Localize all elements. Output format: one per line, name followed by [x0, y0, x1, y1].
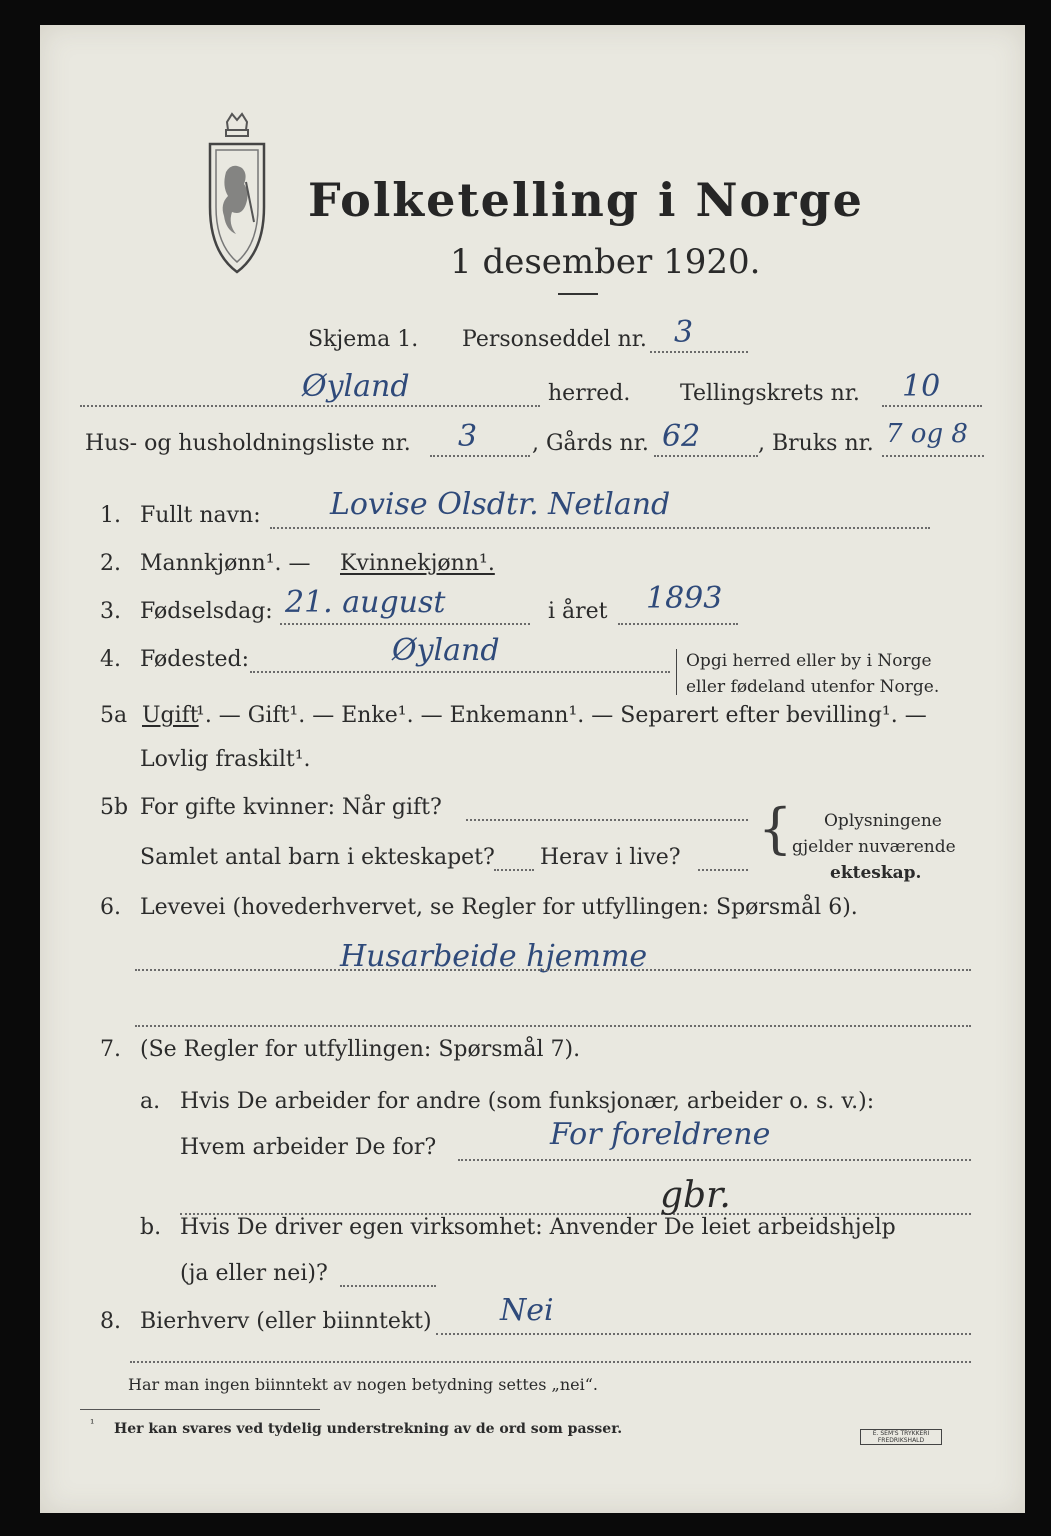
q5b-married-label: For gifte kvinner: Når gift?: [140, 795, 442, 820]
tellingskrets-value: 10: [902, 369, 941, 404]
q2-number: 2.: [100, 551, 121, 576]
q4-line: [250, 671, 670, 673]
q5b-alive-line: [698, 869, 748, 871]
q7-number: 7.: [100, 1037, 121, 1062]
gards-line: [654, 455, 758, 457]
q6-line-1: [135, 969, 971, 971]
q8-number: 8.: [100, 1309, 121, 1334]
schema-label: Skjema 1.: [308, 327, 419, 352]
q4-number: 4.: [100, 647, 121, 672]
q3-label: Fødselsdag:: [140, 599, 273, 624]
personseddel-value: 3: [674, 315, 694, 350]
q7a-value: For foreldrene: [550, 1117, 771, 1152]
footnote-divider: [80, 1409, 320, 1410]
q4-note-line2: eller fødeland utenfor Norge.: [686, 677, 940, 697]
q3-value: 21. august: [285, 585, 446, 620]
q7b-label: Hvis De driver egen virksomhet: Anvender De leiet arbeidshjelp: [180, 1215, 896, 1240]
q7a-number: a.: [140, 1089, 161, 1114]
herred-label: herred.: [548, 381, 631, 406]
q7a-question: Hvem arbeider De for?: [180, 1135, 437, 1160]
q5a-options: ¹. — Gift¹. — Enke¹. — Enkemann¹. — Separert efter bevilling¹. —: [196, 703, 927, 728]
printer-stamp: E. SEM'S TRYKKERI FREDRIKSHALD: [860, 1429, 942, 1445]
q4-note-bracket: [676, 649, 677, 695]
q1-number: 1.: [100, 503, 121, 528]
q1-label: Fullt navn:: [140, 503, 261, 528]
q3-line: [280, 623, 530, 625]
q4-note-line1: Opgi herred eller by i Norge: [686, 651, 932, 671]
q7-label: (Se Regler for utfyllingen: Spørsmål 7).: [140, 1037, 581, 1062]
q8-line: [436, 1333, 971, 1335]
q7a-label: Hvis De arbeider for andre (som funksjonær, arbeider o. s. v.):: [180, 1089, 875, 1114]
q7b-question: (ja eller nei)?: [180, 1261, 328, 1286]
q5b-married-line: [466, 819, 748, 821]
q6-line-2: [135, 1025, 971, 1027]
q5a-option-ugift: Ugift: [142, 703, 199, 728]
q2-option-female: Kvinnekjønn¹.: [340, 551, 495, 576]
bruks-label: , Bruks nr.: [758, 431, 874, 456]
q7a-line: [458, 1159, 971, 1161]
q3-number: 3.: [100, 599, 121, 624]
q5b-note-line3: ekteskap.: [830, 863, 922, 883]
page-title: Folketelling i Norge: [308, 173, 864, 227]
q7a-mark: gbr.: [660, 1175, 731, 1216]
q3-year-value: 1893: [646, 581, 723, 616]
q6-number: 6.: [100, 895, 121, 920]
herred-value: Øyland: [302, 369, 410, 404]
q8-line-2: [130, 1361, 971, 1363]
coat-of-arms-icon: [202, 112, 272, 292]
q3-year-label: i året: [548, 599, 608, 624]
q7b-number: b.: [140, 1215, 162, 1240]
tellingskrets-line: [882, 405, 982, 407]
herred-line: [80, 405, 540, 407]
tellingskrets-label: Tellingskrets nr.: [680, 381, 860, 406]
q5b-note-brace: {: [758, 797, 793, 860]
title-divider: [558, 293, 598, 295]
q8-label: Bierhverv (eller biinntekt): [140, 1309, 432, 1334]
q2-option-male: Mannkjønn¹. —: [140, 551, 311, 576]
q6-value: Husarbeide hjemme: [340, 939, 648, 974]
q8-value: Nei: [500, 1293, 554, 1328]
q7b-line: [340, 1285, 436, 1287]
q4-value: Øyland: [392, 633, 500, 668]
personseddel-line: [650, 351, 748, 353]
personseddel-label: Personseddel nr.: [462, 327, 647, 352]
q3-year-line: [618, 623, 738, 625]
q6-label: Levevei (hovederhvervet, se Regler for utfyllingen: Spørsmål 6).: [140, 895, 858, 920]
hus-value: 3: [458, 419, 478, 454]
bruks-line: [882, 455, 984, 457]
q5b-alive-label: Herav i live?: [540, 845, 681, 870]
hus-label: Hus- og husholdningsliste nr.: [85, 431, 411, 456]
q5a-option-fraskilt: Lovlig fraskilt¹.: [140, 747, 311, 772]
gards-label: , Gårds nr.: [532, 431, 649, 456]
q5b-note-line2: gjelder nuværende: [792, 837, 956, 857]
q5b-children-label: Samlet antal barn i ekteskapet?: [140, 845, 495, 870]
footer-note: Har man ingen biinntekt av nogen betydning settes „nei“.: [128, 1375, 598, 1394]
census-date: 1 desember 1920.: [450, 242, 761, 282]
q4-label: Fødested:: [140, 647, 250, 672]
q5b-number: 5b: [100, 795, 129, 820]
q5a-number: 5a: [100, 703, 128, 728]
bruks-value: 7 og 8: [886, 419, 968, 449]
hus-line: [430, 455, 530, 457]
gards-value: 62: [662, 419, 701, 454]
q1-value: Lovise Olsdtr. Netland: [330, 487, 671, 522]
census-form-sheet: [40, 25, 1025, 1513]
footnote-mark: ¹: [90, 1417, 95, 1430]
q5b-note-line1: Oplysningene: [824, 811, 942, 831]
q1-line: [270, 527, 930, 529]
q5b-children-line: [494, 869, 534, 871]
footnote-text: Her kan svares ved tydelig understrekning av de ord som passer.: [114, 1421, 623, 1437]
